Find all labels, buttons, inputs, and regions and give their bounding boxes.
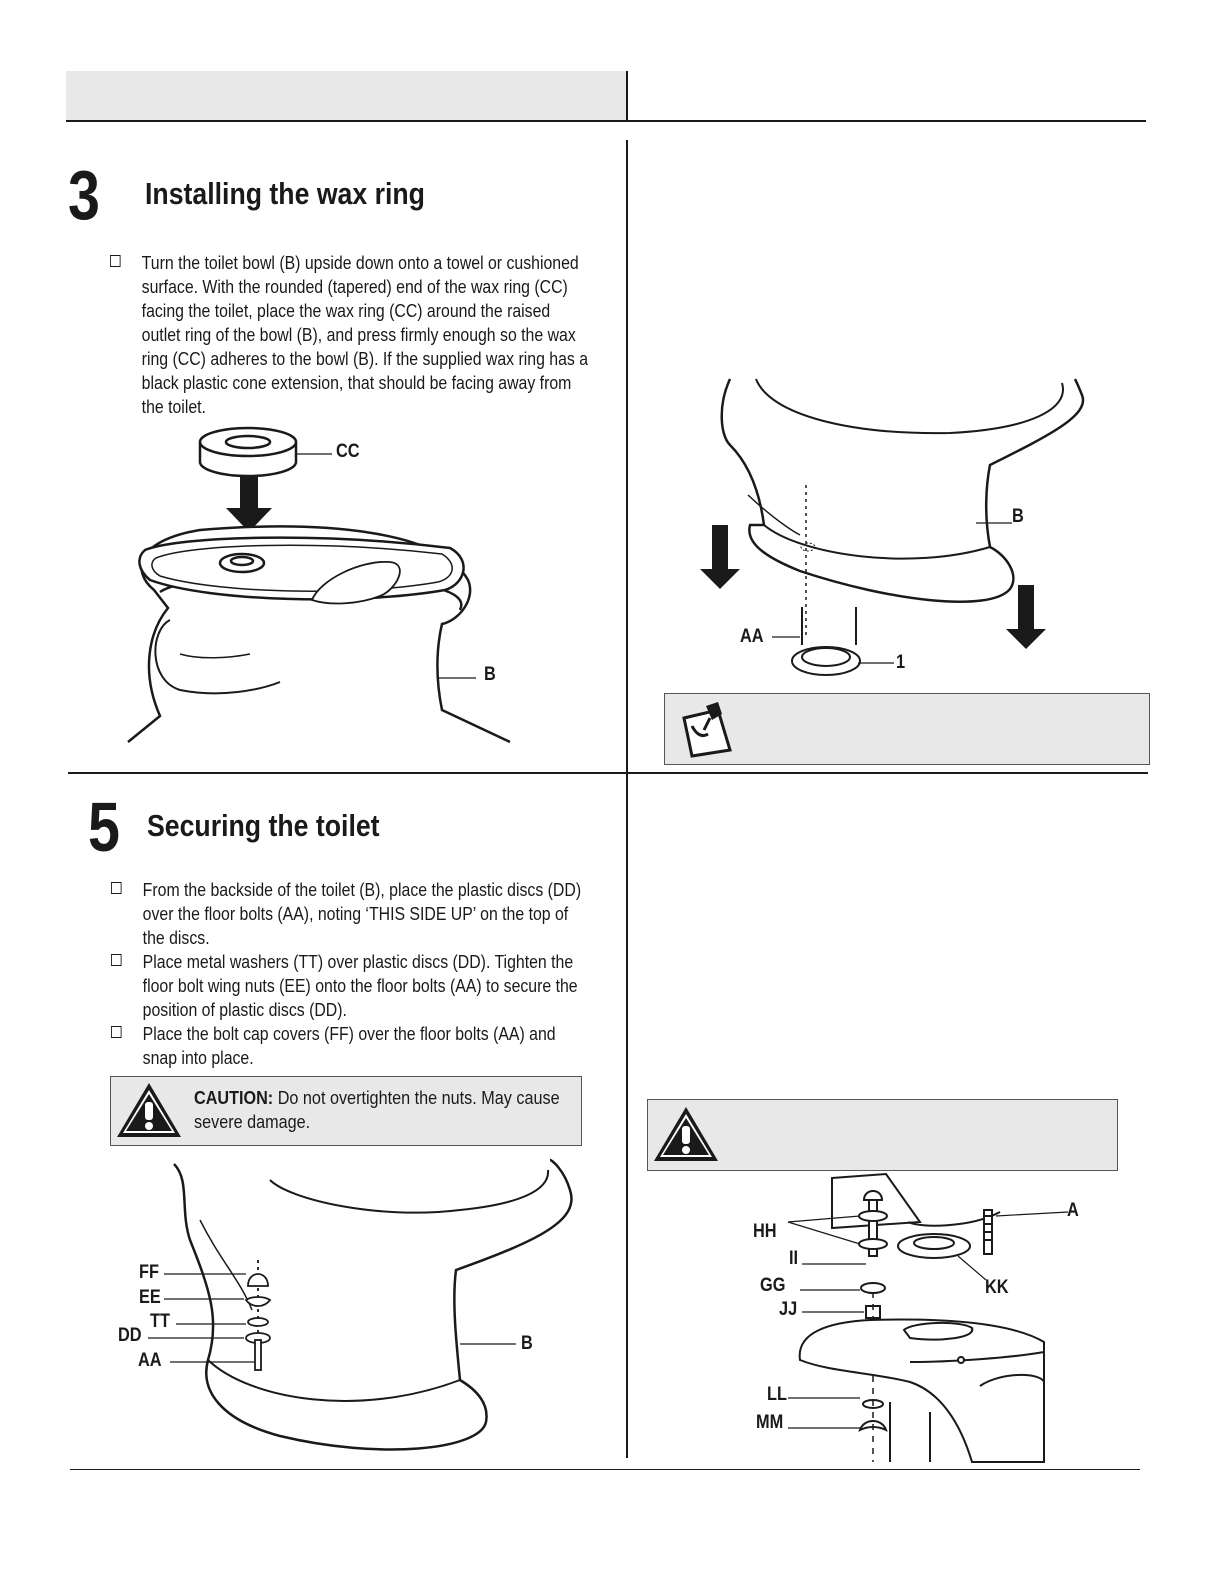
- part-label: MM: [756, 1412, 784, 1433]
- checkbox-icon: [111, 954, 122, 966]
- part-label: AA: [740, 626, 764, 647]
- caution-text: CAUTION: Do not overtighten the nuts. May cause severe damage.: [194, 1088, 560, 1132]
- part-label: LL: [767, 1384, 787, 1405]
- header-divider: [626, 71, 628, 121]
- header-rule: [66, 120, 1146, 122]
- part-label: A: [1067, 1200, 1079, 1221]
- part-label: B: [521, 1333, 533, 1354]
- part-label: HH: [753, 1221, 777, 1242]
- leader-line: [996, 1212, 1068, 1216]
- part-label: B: [1012, 506, 1024, 527]
- checkbox-icon: [111, 882, 122, 894]
- part-label: B: [484, 664, 496, 685]
- part-label: GG: [760, 1275, 786, 1296]
- part-label: JJ: [779, 1299, 798, 1320]
- warning-icon: [114, 1080, 184, 1140]
- bowl-top-drawing: [800, 1320, 1044, 1462]
- toilet-bowl-drawing: [128, 527, 510, 742]
- part-label: KK: [985, 1277, 1009, 1298]
- toilet-bowl-drawing: [174, 1160, 572, 1450]
- warning-icon: [651, 1104, 721, 1164]
- instruction-item: Turn the toilet bowl (B) upside down onto a towel or cushioned surface. With the rounded (tapered) end of the wax ring (CC) facing the toilet, place the wax ring (CC) around the raised outlet ring of the bowl (B), and press firmly enough so the wax ring (CC) adheres to the bowl (B). If the supplied wax ring has a black plastic cone extension, that should be facing away from the toilet.: [110, 251, 590, 419]
- step-title: Installing the wax ring: [145, 176, 425, 211]
- instruction-item: Place metal washers (TT) over plastic discs (DD). Tighten the floor bolt wing nuts (EE) onto the floor bolts (AA) to secure the position of plastic discs (DD).: [111, 950, 591, 1022]
- wax-ring-drawing: [200, 428, 296, 476]
- checkbox-icon: [110, 255, 121, 267]
- part-label: AA: [138, 1350, 162, 1371]
- note-pin-icon: [678, 700, 738, 758]
- row-divider: [68, 772, 1148, 774]
- part-label: 1: [896, 652, 906, 673]
- securing-toilet-figure: [160, 1160, 600, 1460]
- part-label: DD: [118, 1325, 142, 1346]
- part-label: II: [789, 1248, 799, 1269]
- leader-line: [958, 1256, 986, 1280]
- wax-ring-figure: [120, 420, 520, 745]
- header-band: [66, 71, 627, 121]
- instruction-item: Place the bolt cap covers (FF) over the floor bolts (AA) and snap into place.: [111, 1022, 591, 1070]
- step-number: 3: [68, 156, 100, 234]
- flange-drawing: [792, 607, 860, 675]
- part-label: FF: [139, 1262, 159, 1283]
- toilet-bowl-drawing: [722, 379, 1083, 602]
- instruction-list: [111, 878, 657, 1070]
- part-label: CC: [336, 441, 360, 462]
- instruction-list: [110, 251, 656, 419]
- step-title: Securing the toilet: [147, 808, 380, 843]
- arrow-down-icon: [1006, 585, 1046, 649]
- step-number: 5: [88, 788, 120, 866]
- arrow-down-icon: [226, 476, 272, 532]
- checkbox-icon: [111, 1026, 122, 1038]
- part-label: TT: [150, 1311, 170, 1332]
- part-label: EE: [139, 1287, 161, 1308]
- arrow-down-icon: [700, 525, 740, 589]
- footer-rule: [70, 1469, 1140, 1470]
- instruction-item: From the backside of the toilet (B), place the plastic discs (DD) over the floor bolts (AA), noting ‘THIS SIDE UP’ on the top of the discs.: [111, 878, 591, 950]
